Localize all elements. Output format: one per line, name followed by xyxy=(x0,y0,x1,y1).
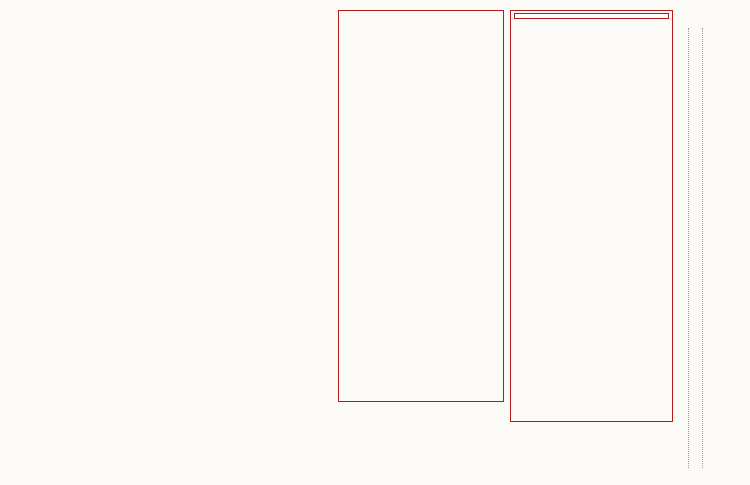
menu-column-4 xyxy=(510,8,673,484)
chef-specialty-box xyxy=(338,10,504,402)
divider-line xyxy=(702,28,703,468)
order-form-column xyxy=(680,8,746,484)
menu-column-2 xyxy=(172,8,334,484)
menu-column-1 xyxy=(4,8,167,484)
divider-line xyxy=(688,28,689,468)
combination-platters-box xyxy=(510,10,673,422)
menu-column-3 xyxy=(338,8,504,484)
combination-platters-heading xyxy=(514,13,669,19)
